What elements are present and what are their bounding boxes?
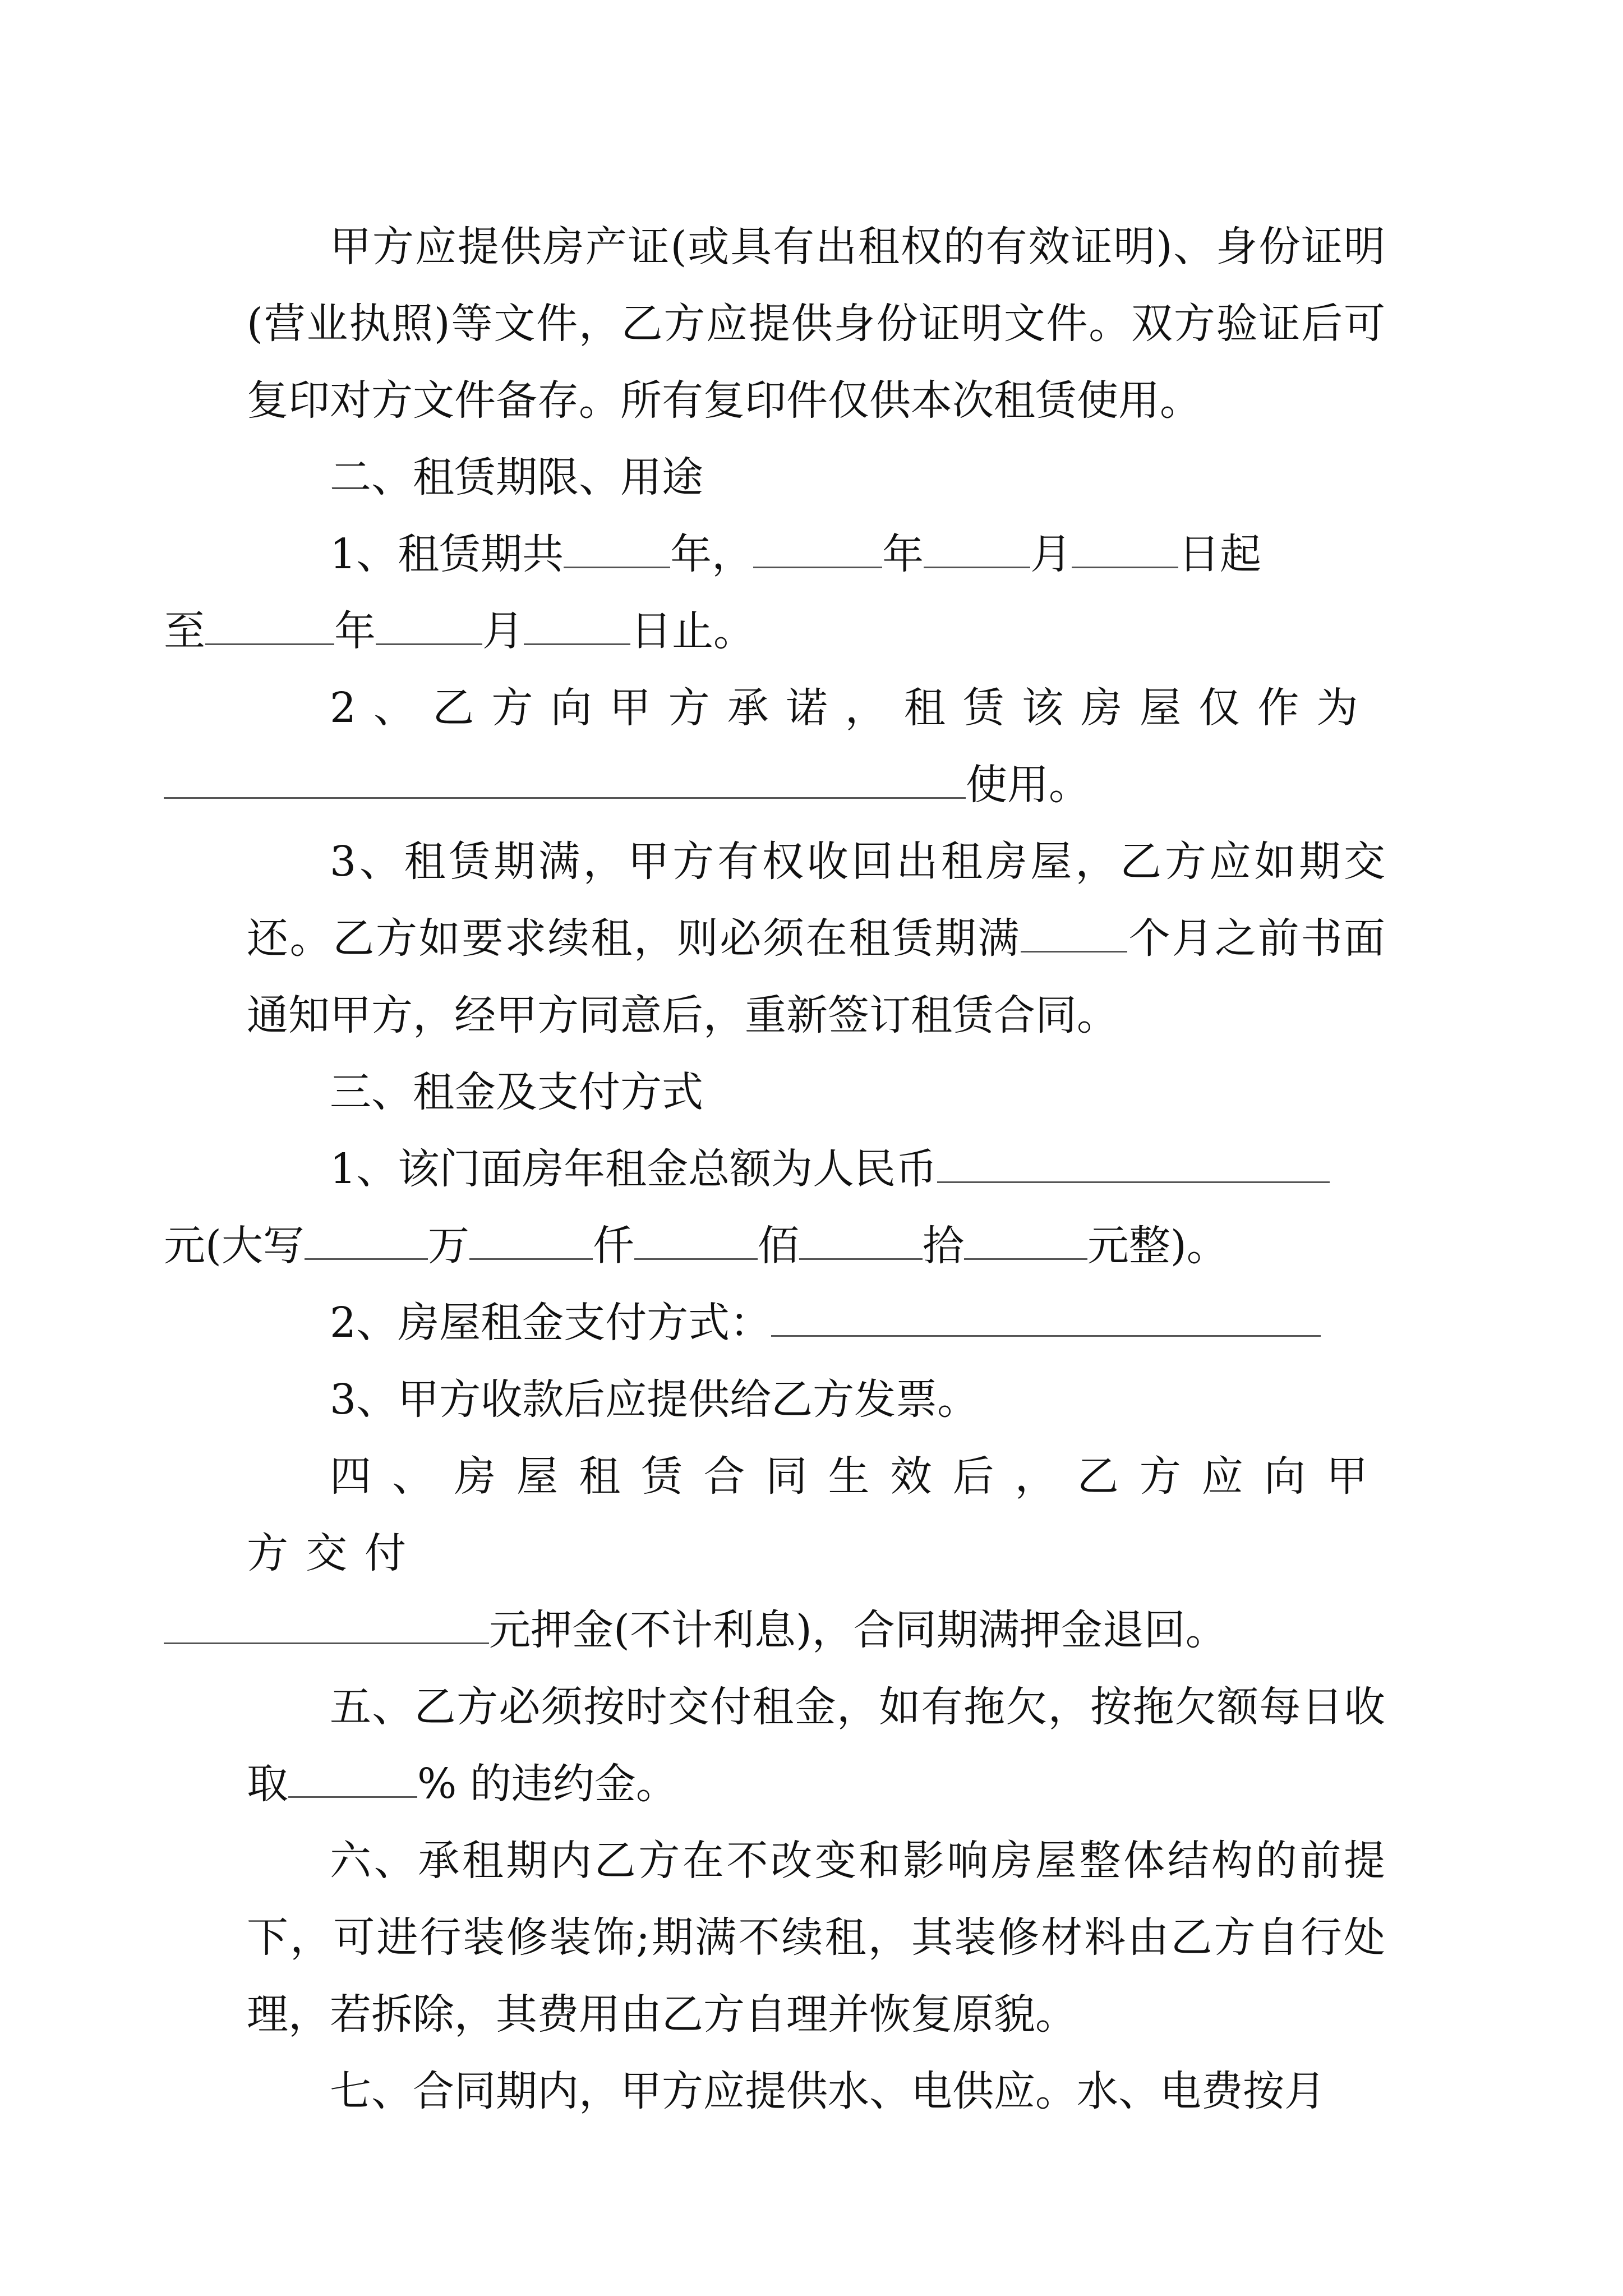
rent-text-e: 佰 — [757, 1222, 799, 1270]
term-text-g: 年 — [334, 607, 376, 655]
rent-text-c: 万 — [427, 1222, 469, 1270]
blank-deposit — [164, 1605, 489, 1644]
blank-payment-method — [771, 1297, 1321, 1337]
rent-text-g: 元整)。 — [1087, 1222, 1228, 1270]
clause-expiry — [247, 823, 1385, 1054]
rent-text-a: 1、该门面房年租金总额为人民币 — [330, 1145, 938, 1193]
rent-text-d: 仟 — [592, 1222, 634, 1270]
term-text-b: 年， — [670, 530, 754, 578]
section-heading-rent — [247, 1054, 1385, 1131]
blank-end-month — [376, 606, 482, 645]
blank-late-fee-rate — [288, 1759, 417, 1798]
section-heading-term — [247, 439, 1385, 516]
usage-text-b: 使用。 — [966, 761, 1090, 809]
clause-late-fee — [247, 1669, 1385, 1823]
rent-text-b: 元(大写 — [164, 1222, 305, 1270]
blank-end-day — [524, 606, 630, 645]
blank-notice-months — [1021, 913, 1127, 953]
clause-payment-method — [247, 1285, 1385, 1361]
section-heading-rent-text: 三、租金及支付方式 — [330, 1068, 703, 1116]
clause-term-period — [164, 516, 1385, 670]
clause-invoice — [247, 1361, 1385, 1438]
late-fee-text-b: % 的违约金。 — [417, 1760, 677, 1808]
clause-usage — [247, 670, 1385, 823]
term-text-i: 日止。 — [630, 607, 755, 655]
term-text-f: 至 — [164, 607, 205, 655]
section-heading-term-text: 二、租赁期限、用途 — [330, 453, 703, 501]
blank-yuan — [964, 1221, 1087, 1260]
term-text-e: 日起 — [1178, 530, 1262, 578]
clause-utilities — [247, 2053, 1385, 2130]
blank-rent-amount — [937, 1144, 1330, 1183]
utilities-text: 七、合同期内，甲方应提供水、电供应。水、电费按月 — [330, 2067, 1326, 2115]
payment-method-text: 2、房屋租金支付方式： — [330, 1299, 772, 1347]
blank-start-month — [924, 529, 1030, 568]
blank-years — [564, 529, 670, 568]
deposit-text-b: 元押金(不计利息)，合同期满押金退回。 — [489, 1606, 1227, 1654]
blank-wan — [305, 1221, 428, 1260]
expiry-text-b: 个月之前书面通知甲方，经甲方同意后，重新签订租赁合同。 — [247, 914, 1385, 1039]
late-fee-text-a: 五、乙方必须按时交付租金，如有拖欠，按拖欠额每日收取 — [247, 1683, 1385, 1808]
invoice-text: 3、甲方收款后应提供给乙方发票。 — [330, 1375, 979, 1424]
rent-text-f: 拾 — [922, 1222, 964, 1270]
paragraph-documents — [247, 209, 1385, 439]
clause-deposit — [247, 1438, 1385, 1669]
renovation-text: 六、承租期内乙方在不改变和影响房屋整体结构的前提下，可进行装修装饰;期满不续租，其装修材料由乙方自行处理，若拆除，其费用由乙方自理并恢复原貌。 — [247, 1837, 1385, 2039]
term-text-a: 1、租赁期共 — [330, 530, 564, 578]
deposit-text-a: 四、房屋租赁合同生效后，乙方应向甲方交付 — [247, 1452, 1385, 1577]
usage-text-a: 2、乙方向甲方承诺，租赁该房屋仅作为 — [330, 684, 1376, 732]
term-text-c: 年 — [882, 530, 924, 578]
term-text-h: 月 — [482, 607, 524, 655]
blank-shi — [799, 1221, 923, 1260]
contract-body — [164, 209, 1385, 2130]
blank-end-year — [205, 606, 334, 645]
blank-usage — [164, 760, 966, 799]
blank-start-day — [1072, 529, 1178, 568]
clause-rent-amount — [164, 1131, 1385, 1285]
term-text-d: 月 — [1030, 530, 1072, 578]
blank-qian — [469, 1221, 593, 1260]
paragraph-documents-text: 甲方应提供房产证(或具有出租权的有效证明)、身份证明(营业执照)等文件，乙方应提供身份证明文件。双方验证后可复印对方文件备存。所有复印件仅供本次租赁使用。 — [247, 223, 1385, 425]
clause-renovation — [247, 1823, 1385, 2053]
blank-start-year — [753, 529, 882, 568]
blank-bai — [634, 1221, 758, 1260]
expiry-text-a: 3、租赁期满，甲方有权收回出租房屋，乙方应如期交还。乙方如要求续租，则必须在租赁期满 — [247, 838, 1385, 963]
